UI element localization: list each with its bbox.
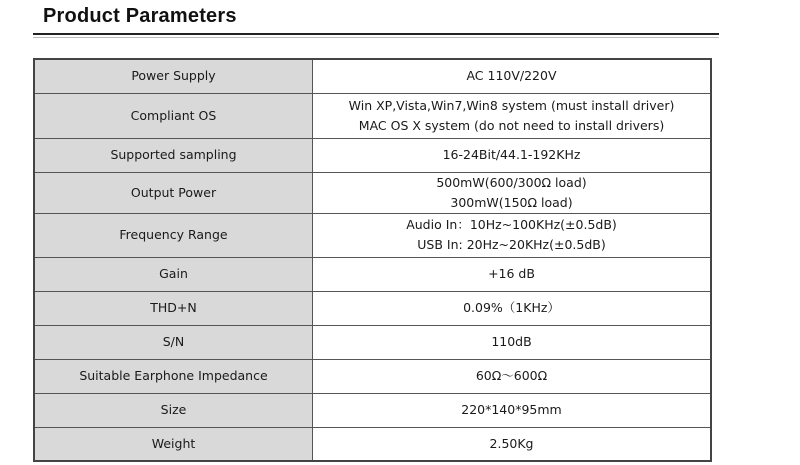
table-row (34, 393, 711, 427)
param-value (313, 93, 712, 138)
param-label: Compliant OS (34, 93, 313, 138)
param-value (313, 213, 712, 257)
param-label: Supported sampling (34, 138, 313, 172)
param-value-line: AC 110V/220V (466, 68, 557, 84)
param-value-line: 0.09%（1KHz） (463, 300, 560, 315)
table-row (34, 93, 711, 138)
table-row (34, 257, 711, 291)
table-row (34, 325, 711, 359)
param-label: Suitable Earphone Impedance (34, 359, 313, 393)
param-value-line: 2.50Kg (489, 435, 534, 451)
table-row (34, 291, 711, 325)
param-label: Output Power (34, 172, 313, 213)
param-value (313, 393, 712, 427)
param-value (313, 172, 712, 213)
param-label: Size (34, 393, 313, 427)
param-value-line: 16-24Bit/44.1-192KHz (442, 147, 581, 162)
param-value (313, 325, 712, 359)
table-row (34, 359, 711, 393)
param-label: Gain (34, 257, 313, 291)
page-title: Product Parameters (43, 5, 237, 27)
param-value-line: USB In: 20Hz~20KHz(±0.5dB) (417, 237, 606, 252)
param-label: Power Supply (34, 59, 313, 93)
param-value-line: Win XP,Vista,Win7,Win8 system (must install driver) (348, 97, 675, 113)
param-value-line: MAC OS X system (do not need to install drivers) (358, 117, 665, 133)
table-row (34, 138, 711, 172)
param-value (313, 257, 712, 291)
param-value-line: +16 dB (488, 266, 535, 281)
param-value-line: 220*140*95mm (461, 402, 562, 417)
param-value (313, 59, 712, 93)
param-value (313, 291, 712, 325)
param-value (313, 359, 712, 393)
param-value-line: 60Ω～600Ω (475, 368, 548, 383)
param-value (313, 427, 712, 461)
parameters-table (33, 58, 712, 462)
param-value-line: 300mW(150Ω load) (450, 194, 573, 210)
param-label: Weight (34, 427, 313, 461)
param-label: THD+N (34, 291, 313, 325)
table-row (34, 59, 711, 93)
param-value-line: Audio In：10Hz~100KHz(±0.5dB) (406, 217, 617, 232)
table-row (34, 427, 711, 461)
param-value (313, 138, 712, 172)
title-underline (33, 33, 719, 35)
table-row (34, 172, 711, 213)
param-value-line: 110dB (491, 334, 532, 349)
title-underline-shadow (33, 37, 719, 38)
param-value-line: 500mW(600/300Ω load) (436, 174, 587, 190)
table-row (34, 213, 711, 257)
param-label: S/N (34, 325, 313, 359)
param-label: Frequency Range (34, 213, 313, 257)
